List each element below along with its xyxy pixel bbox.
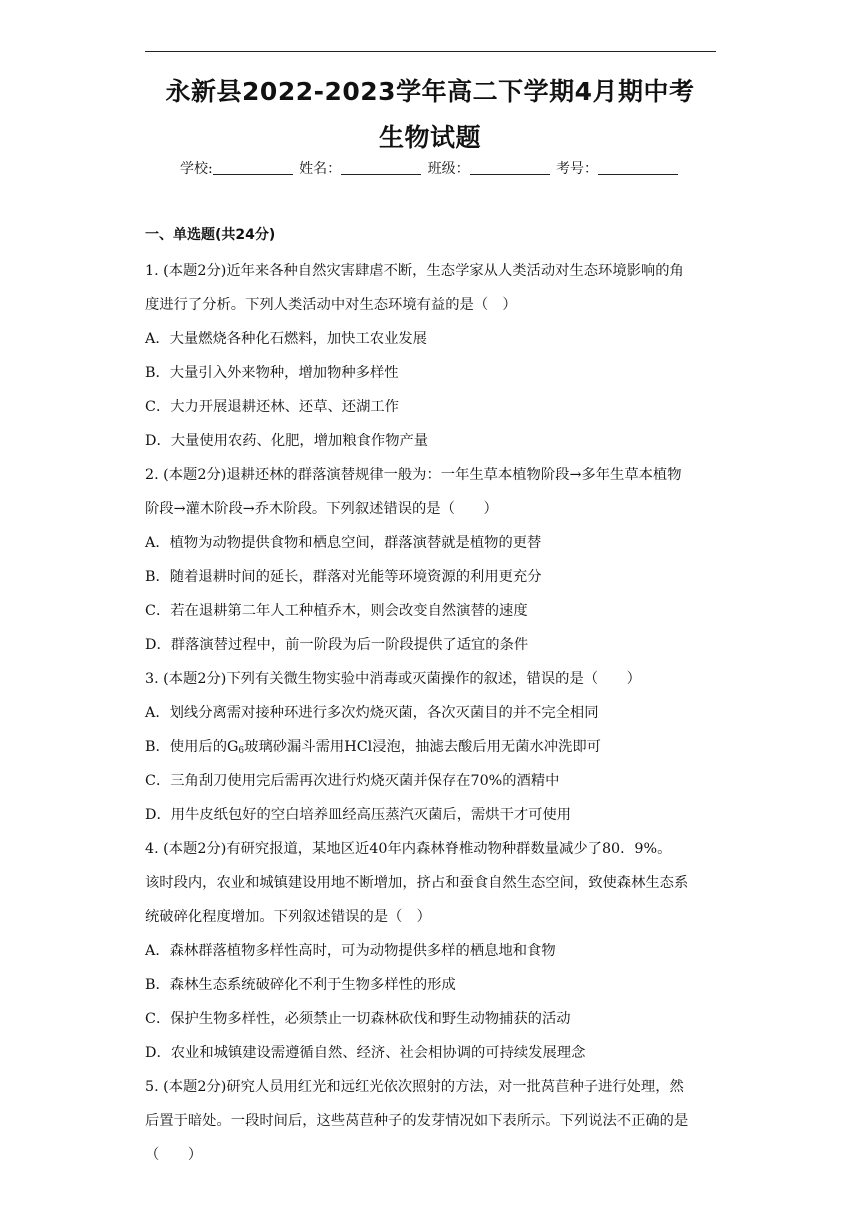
class-field[interactable] <box>470 160 550 175</box>
question-1-option-b[interactable]: B．大量引入外来物种，增加物种多样性 <box>145 365 399 381</box>
question-2-option-b[interactable]: B．随着退耕时间的延长，群落对光能等环境资源的利用更充分 <box>145 569 542 585</box>
question-5-stem-line-1: 5. (本题2分)研究人员用红光和远红光依次照射的方法，对一批莴苣种子进行处理，然 <box>145 1079 684 1095</box>
question-4-stem-line-1: 4. (本题2分)有研究报道，某地区近40年内森林脊椎动物种群数量减少了80．9%。 <box>145 841 672 857</box>
name-label: 姓名： <box>299 161 342 177</box>
top-rule <box>145 51 716 52</box>
question-3-option-a[interactable]: A．划线分离需对接种环进行多次灼烧灭菌，各次灭菌目的并不完全相同 <box>145 705 599 721</box>
question-3-option-b-lead: B．使用后的G <box>145 739 239 755</box>
question-2-stem-line-2: 阶段→灌木阶段→乔木阶段。下列叙述错误的是（ ） <box>145 501 498 517</box>
question-3-option-c[interactable]: C．三角刮刀使用完后需再次进行灼烧灭菌并保存在70%的酒精中 <box>145 773 560 789</box>
page-title: 永新县2022-2023学年高二下学期4月期中考 <box>165 77 695 106</box>
question-body <box>145 226 720 1172</box>
question-2-stem-line-1: 2. (本题2分)退耕还林的群落演替规律一般为：一年生草本植物阶段→多年生草本植物 <box>145 467 682 483</box>
question-3-stem-line-1: 3. (本题2分)下列有关微生物实验中消毒或灭菌操作的叙述，错误的是（ ） <box>145 671 641 687</box>
question-4-option-c[interactable]: C．保护生物多样性，必须禁止一切森林砍伐和野生动物捕获的活动 <box>145 1011 571 1027</box>
question-4-stem-line-2: 该时段内，农业和城镇建设用地不断增加，挤占和蚕食自然生态空间，致使森林生态系 <box>145 875 689 891</box>
name-field[interactable] <box>341 160 421 175</box>
question-4-option-a[interactable]: A．森林群落植物多样性高时，可为动物提供多样的栖息地和食物 <box>145 943 556 959</box>
question-5-stem-line-3: （ ） <box>145 1147 203 1163</box>
question-2-option-a[interactable]: A．植物为动物提供食物和栖息空间，群落演替就是植物的更替 <box>145 535 542 551</box>
question-3-option-b-subscript: 6 <box>238 746 245 756</box>
student-info-line <box>0 158 860 178</box>
school-field[interactable] <box>213 160 293 175</box>
question-3-option-b-rest: 玻璃砂漏斗需用HCl浸泡，抽滤去酸后用无菌水冲洗即可 <box>244 739 601 755</box>
class-label: 班级： <box>427 161 470 177</box>
question-1-stem-line-1: 1. (本题2分)近年来各种自然灾害肆虐不断，生态学家从人类活动对生态环境影响的角 <box>145 263 684 279</box>
question-5-stem-line-2: 后置于暗处。一段时间后，这些莴苣种子的发芽情况如下表所示。下列说法不正确的是 <box>145 1113 689 1129</box>
school-label: 学校: <box>179 161 213 177</box>
question-1-option-d[interactable]: D．大量使用农药、化肥，增加粮食作物产量 <box>145 433 429 449</box>
page-subtitle: 生物试题 <box>378 123 481 152</box>
exam-no-field[interactable] <box>598 160 678 175</box>
section-heading: 一、单选题(共24分) <box>145 227 276 243</box>
question-2-option-d[interactable]: D．群落演替过程中，前一阶段为后一阶段提供了适宜的条件 <box>145 637 529 653</box>
question-1-option-a[interactable]: A．大量燃烧各种化石燃料，加快工农业发展 <box>145 331 427 347</box>
question-4-option-d[interactable]: D．农业和城镇建设需遵循自然、经济、社会相协调的可持续发展理念 <box>145 1045 586 1061</box>
question-1-stem-line-2: 度进行了分析。下列人类活动中对生态环境有益的是（ ） <box>145 297 517 313</box>
question-2-option-c[interactable]: C．若在退耕第二年人工种植乔木，则会改变自然演替的速度 <box>145 603 528 619</box>
exam-no-label: 考号： <box>556 161 599 177</box>
question-4-stem-line-3: 统破碎化程度增加。下列叙述错误的是（ ） <box>145 909 431 925</box>
question-4-option-b[interactable]: B．森林生态系统破碎化不利于生物多样性的形成 <box>145 977 456 993</box>
question-1-option-c[interactable]: C．大力开展退耕还林、还草、还湖工作 <box>145 399 399 415</box>
question-3-option-b[interactable] <box>145 730 720 764</box>
question-3-option-d[interactable]: D．用牛皮纸包好的空白培养皿经高压蒸汽灭菌后，需烘干才可使用 <box>145 807 572 823</box>
